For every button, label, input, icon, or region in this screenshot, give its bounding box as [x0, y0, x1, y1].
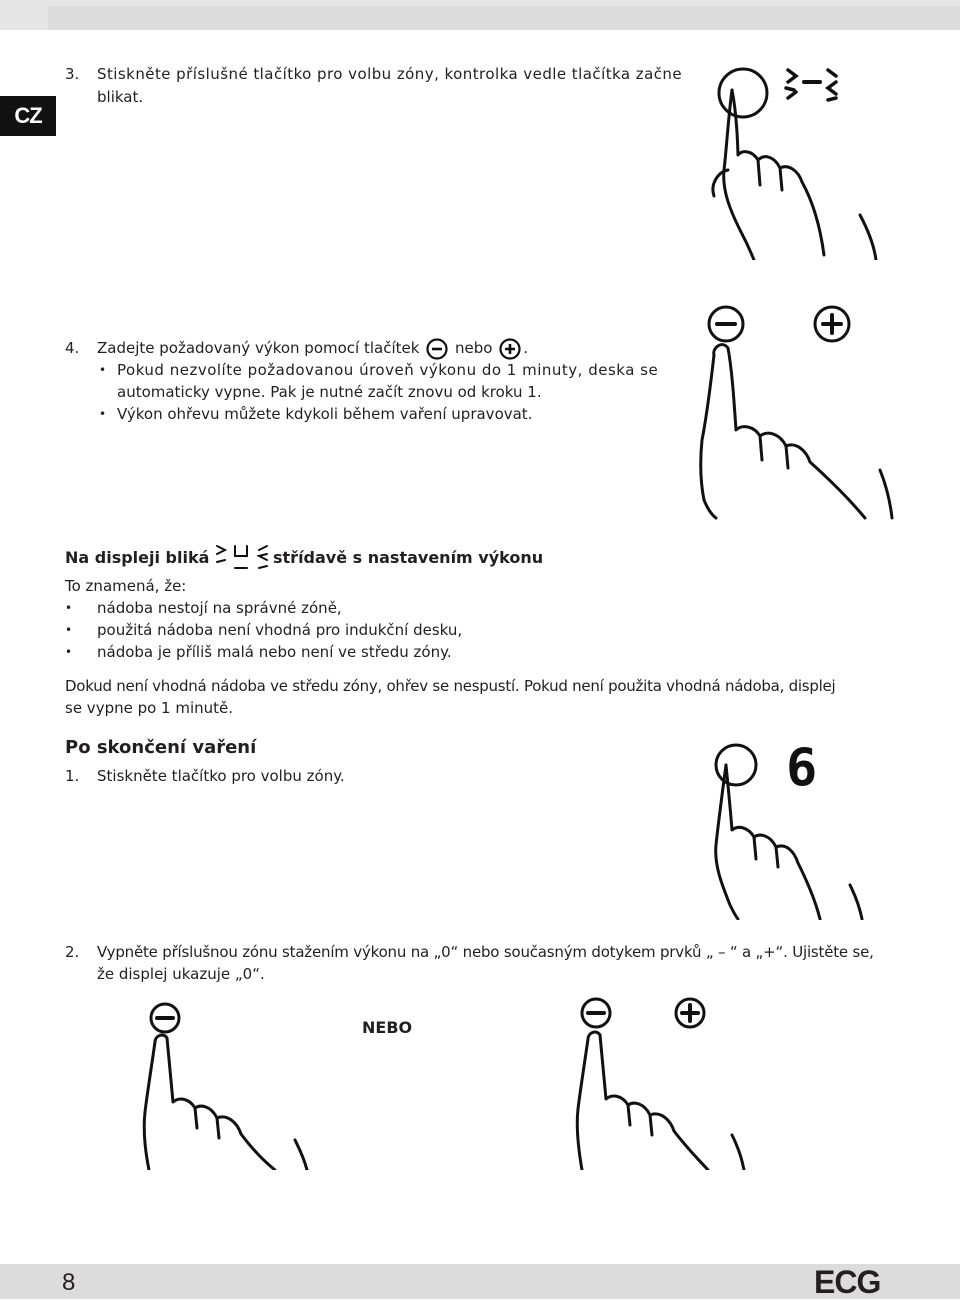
display-para-line2: se vypne po 1 minutě. — [65, 699, 234, 717]
step3-number: 3. — [65, 65, 80, 83]
bullet-dot: • — [65, 601, 73, 615]
bullet-dot: • — [99, 407, 107, 421]
pan-error-icon — [215, 542, 271, 572]
display-digit: 6 — [786, 738, 818, 798]
page-number: 8 — [62, 1269, 76, 1296]
finger-minus-illustration — [135, 1000, 330, 1170]
step3-line1: Stiskněte příslušné tlačítko pro volbu zóny, kontrolka vedle tlačítka začne — [97, 65, 683, 83]
minus-button-icon — [424, 338, 450, 360]
bullet-dot: • — [99, 363, 107, 377]
top-bar-inner — [48, 6, 960, 30]
step4-number: 4. — [65, 339, 80, 357]
step4-bullet1-line1: Pokud nezvolíte požadovanou úroveň výkonu do 1 minuty, deska se — [117, 361, 659, 379]
finger-minus-plus-illustration — [690, 300, 905, 520]
bullet-dot: • — [65, 645, 73, 659]
finger-icon — [732, 90, 824, 255]
display-bullet-3: nádoba je příliš malá nebo není ve středu zóny. — [97, 643, 452, 661]
step4-line — [97, 337, 528, 360]
digit-display — [786, 738, 817, 798]
after-cooking-heading: Po skončení vaření — [65, 737, 257, 758]
step4-text-b: nebo — [455, 339, 493, 357]
plus-button-icon — [497, 338, 523, 360]
after-step1-text: Stiskněte tlačítko pro volbu zóny. — [97, 767, 345, 785]
after-step2-line2: že displej ukazuje „0“. — [97, 965, 265, 983]
finger-icon — [714, 345, 865, 518]
display-para-line1: Dokud není vhodná nádoba ve středu zóny, ohřev se nespustí. Pokud není použita vhodná nádoba, displej — [65, 677, 836, 695]
language-tab: CZ — [0, 96, 56, 136]
top-bar — [0, 0, 960, 30]
zone-button-icon — [719, 69, 767, 117]
step4-bullet2-line1: Výkon ohřevu můžete kdykoli během vaření upravovat. — [117, 405, 533, 423]
finger-icon — [588, 1032, 708, 1170]
finger-blinking-display-illustration — [700, 60, 900, 260]
display-intro: To znamená, že: — [65, 577, 187, 595]
nebo-label: NEBO — [362, 1018, 413, 1037]
after-step1-number: 1. — [65, 767, 80, 785]
zone-button-icon — [716, 745, 756, 785]
display-heading-b: střídavě s nastavením výkonu — [273, 548, 544, 567]
display-bullet-1: nádoba nestojí na správné zóně, — [97, 599, 342, 617]
step4-bullet1-line2: automaticky vypne. Pak je nutné začít znovu od kroku 1. — [117, 383, 542, 401]
finger-digit-display-illustration — [700, 735, 900, 920]
brand-logo: ECG — [814, 1264, 881, 1300]
display-heading-a: Na displeji bliká — [65, 548, 210, 567]
bullet-dot: • — [65, 623, 73, 637]
display-bullet-2: použitá nádoba není vhodná pro indukční desku, — [97, 621, 463, 639]
step4-text-a: Zadejte požadovaný výkon pomocí tlačítek — [97, 339, 420, 357]
after-step2-number: 2. — [65, 943, 80, 961]
step3-line2: blikat. — [97, 88, 144, 106]
finger-minus-plus-small-illustration — [570, 995, 770, 1170]
after-step2-line1: Vypněte příslušnou zónu stažením výkonu na „0“ nebo současným dotykem prvků „ – “ a „+“. Ujistěte se, — [97, 943, 874, 961]
finger-icon — [155, 1035, 275, 1170]
blinking-display-icon — [786, 70, 836, 100]
step4-text-c: . — [523, 339, 528, 357]
